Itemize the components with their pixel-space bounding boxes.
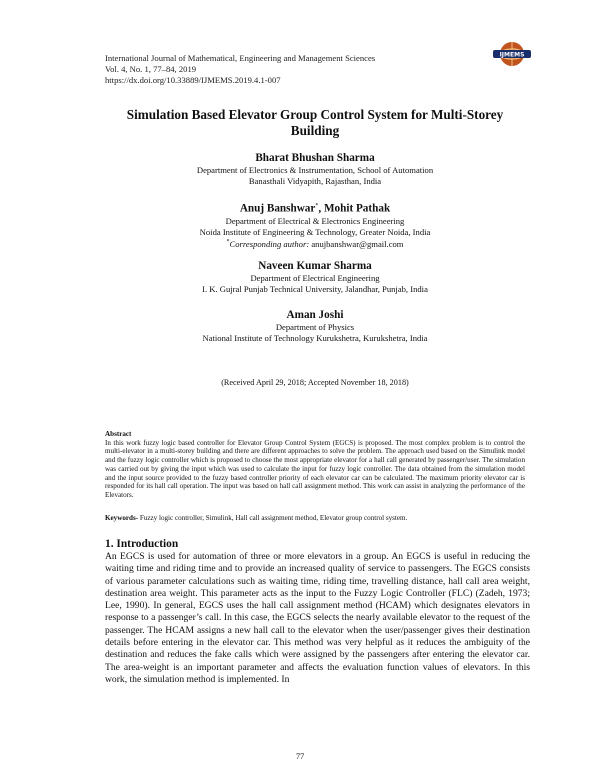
author-affiliation: Department of Electronics & Instrumentation, School of Automation bbox=[196, 165, 434, 175]
author-name: Naveen Kumar Sharma bbox=[258, 260, 372, 272]
corresponding-author-line: *Corresponding author: anujbanshwar@gmail.com bbox=[226, 239, 404, 250]
corresponding-email[interactable]: anujbanshwar@gmail.com bbox=[311, 239, 404, 250]
journal-doi[interactable]: https://dx.doi.org/10.33889/IJMEMS.2019.4.1-007 bbox=[105, 75, 281, 86]
page-number: 77 bbox=[295, 752, 305, 761]
received-dates: (Received April 29, 2018; Accepted November 18, 2018) bbox=[221, 378, 409, 387]
author-name: Aman Joshi bbox=[286, 309, 344, 321]
logo-text: IJMEMS bbox=[499, 51, 525, 59]
author-affiliation: Department of Electrical Engineering bbox=[250, 273, 380, 283]
author-block-1 bbox=[105, 151, 525, 187]
author-name: Mohit Pathak bbox=[323, 202, 391, 215]
corresponding-marker: * bbox=[226, 239, 230, 246]
abstract-text: In this work fuzzy logic based controller for Elevator Group Control System (EGCS) is proposed. The most complex problem is to control the multi-elevator in a multi-storey building and there are different approaches to solve the problem. The approach used based on the Simulink model and the fuzzy logic controller which is proposed to choose the most appropriate elevator for a hall call generated by passenger/user. The simulation was carried out by giving the input which was used to calculate the input for fuzzy logic controller. The data obtained from the simulation model and the input source provided to the fuzzy based controller priority of each elevator car can be calculated. The maximum priority elevator car is responded for its hall call operation. The input was based on hall call assignment method. This work can assist in analyzing the performance of the Elevators. bbox=[105, 438, 525, 499]
author-block-2 bbox=[105, 199, 525, 250]
journal-header bbox=[105, 53, 485, 87]
author-affiliation: National Institute of Technology Kurukshetra, Kurukshetra, India bbox=[202, 332, 428, 343]
keywords-line bbox=[105, 514, 525, 522]
journal-logo bbox=[492, 40, 532, 68]
author-block-3 bbox=[105, 259, 525, 295]
author-affiliation: Department of Physics bbox=[275, 322, 355, 332]
journal-volume: Vol. 4, No. 1, 77–84, 2019 bbox=[105, 64, 197, 75]
author-block-4 bbox=[105, 308, 525, 344]
intro-paragraph: An EGCS is used for automation of three or more elevators in a group. An EGCS is useful in reducing the waiting time and riding time and to provide an increased quality of service to passengers. The EGCS consists of various parameter calculations such as waiting time, riding time, travelling distance, hall call area weight, destination area weight. This parameter acts as the input to the Fuzzy Logic Controller (FLC) (Zadeh, 1973; Lee, 1990). In general, EGCS uses the hall call assignment method (HCAM) which designates elevators in response to a passenger’s call. In this case, the EGCS selects the nearly available elevator to the request of the passenger. The HCAM assigns a new hall call to the elevator when the user/passenger gives their destination details before entering in the elevator car. This method was very helpful as it reduces the ambiguity of the destination and reduces the fake calls which were assigned by the passengers after entering the elevator car. The area-weight is an important parameter and affects the evaluation function values of elevators. In this work, the simulation method is implemented. In bbox=[105, 551, 530, 685]
author-affiliation: Banasthali Vidyapith, Rajasthan, India bbox=[248, 175, 382, 186]
keywords-label: Keywords- bbox=[105, 514, 139, 522]
author-name: Anuj Banshwar bbox=[239, 202, 316, 215]
section-heading: 1. Introduction bbox=[105, 538, 179, 550]
author-name-line: Anuj Banshwar*, Mohit Pathak bbox=[239, 202, 391, 215]
corresponding-marker: * bbox=[315, 203, 319, 209]
author-affiliation: Department of Electrical & Electronics Engineering bbox=[225, 215, 405, 226]
author-name: Bharat Bhushan Sharma bbox=[255, 152, 375, 164]
abstract-heading: Abstract bbox=[105, 430, 132, 438]
keywords-text: Fuzzy logic controller, Simulink, Hall call assignment method, Elevator group control system. bbox=[138, 514, 408, 522]
journal-name: International Journal of Mathematical, Engineering and Management Sciences bbox=[105, 53, 376, 63]
paper-title: Simulation Based Elevator Group Control System for Multi-Storey Building bbox=[126, 107, 504, 138]
corresponding-label: Corresponding author bbox=[229, 239, 307, 250]
author-affiliation: Noida Institute of Engineering & Technology, Greater Noida, India bbox=[199, 226, 431, 237]
abstract-section bbox=[105, 430, 525, 500]
author-affiliation: I. K. Gujral Punjab Technical University, Jalandhar, Punjab, India bbox=[202, 283, 428, 294]
